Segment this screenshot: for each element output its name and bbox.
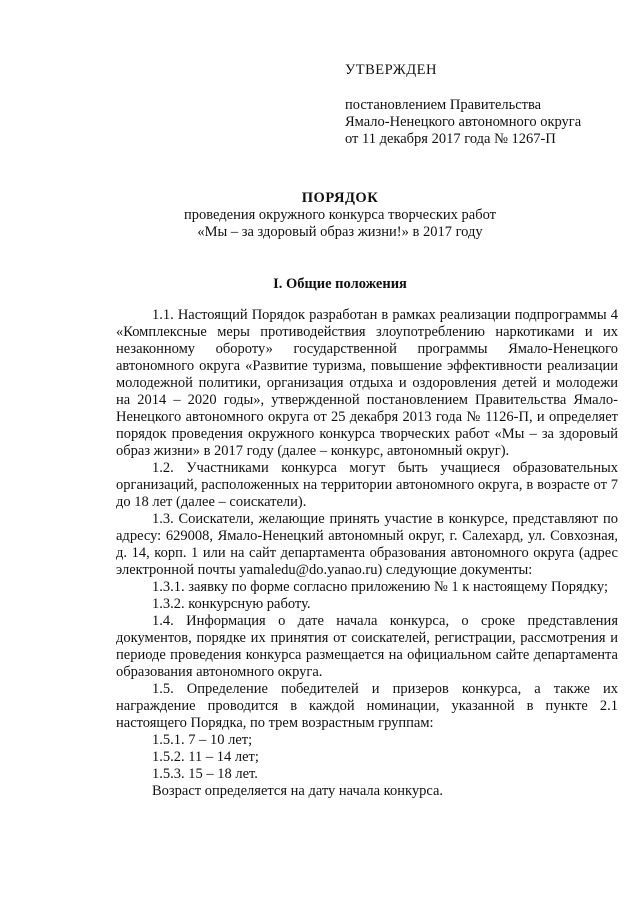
paragraph-1-1: 1.1. Настоящий Порядок разработан в рамках реализации подпрограммы 4 «Комплексные меры противодействия злоупотреблению наркотиками и их незаконному обороту» государственной программы Ямало-Ненецкого автономного округа «Развитие туризма, повышение эффективности реализации молодежной политики, организация отдыха и оздоровления детей и молодежи на 2014 – 2020 годы», утвержденной постановлением Правительства Ямало-Ненецкого автономного округа от 25 декабря 2013 года № 1126-П, и определяет порядок проведения окружного конкурса творческих работ «Мы – за здоровый образ жизни» в 2017 году (далее – конкурс, автономный округ). (116, 307, 618, 459)
approval-line: постановлением Правительства (345, 97, 542, 113)
paragraph-1-3: 1.3. Соискатели, желающие принять участие в конкурсе, представляют по адресу: 629008, Ямало-Ненецкий автономный округ, г. Салехард, ул. Совхозная, д. 14, корп. 1 или на сайт департамента образования автономного округа (адрес электронной почты yamaledu@do.yanao.ru) следующие документы: (116, 511, 618, 578)
document-title: ПОРЯДОК (301, 190, 379, 206)
paragraph-1-5-2: 1.5.2. 11 – 14 лет; (152, 749, 259, 765)
paragraph-age-note: Возраст определяется на дату начала конкурса. (152, 783, 444, 799)
approval-heading: УТВЕРЖДЕН (345, 62, 437, 78)
document-body (116, 307, 618, 800)
approval-line: от 11 декабря 2017 года № 1267-П (345, 131, 556, 147)
paragraph-1-2: 1.2. Участниками конкурса могут быть учащиеся образовательных организаций, расположенных на территории автономного округа, в возрасте от 7 до 18 лет (далее – соискатели). (116, 460, 618, 510)
section-heading: I. Общие положения (273, 276, 407, 292)
paragraph-1-4: 1.4. Информация о дате начала конкурса, о сроке представления документов, порядке их принятия от соискателей, регистрации, рассмотрения и периоде проведения конкурса размещается на официальном сайте департамента образования автономного округа. (116, 613, 618, 680)
document-subtitle-line: «Мы – за здоровый образ жизни!» в 2017 году (197, 224, 483, 240)
paragraph-1-3-1: 1.3.1. заявку по форме согласно приложению № 1 к настоящему Порядку; (152, 579, 608, 595)
paragraph-1-5: 1.5. Определение победителей и призеров конкурса, а также их награждение проводится в каждой номинации, указанной в пункте 2.1 настоящего Порядка, по трем возрастным группам: (116, 681, 618, 731)
document-title-block (60, 190, 620, 241)
paragraph-1-3-2: 1.3.2. конкурсную работу. (152, 596, 311, 612)
document-subtitle-line: проведения окружного конкурса творческих работ (183, 207, 496, 223)
paragraph-1-5-1: 1.5.1. 7 – 10 лет; (152, 732, 253, 748)
approval-line: Ямало-Ненецкого автономного округа (345, 114, 582, 130)
paragraph-1-5-3: 1.5.3. 15 – 18 лет. (152, 766, 258, 782)
approval-stamp (345, 62, 615, 148)
